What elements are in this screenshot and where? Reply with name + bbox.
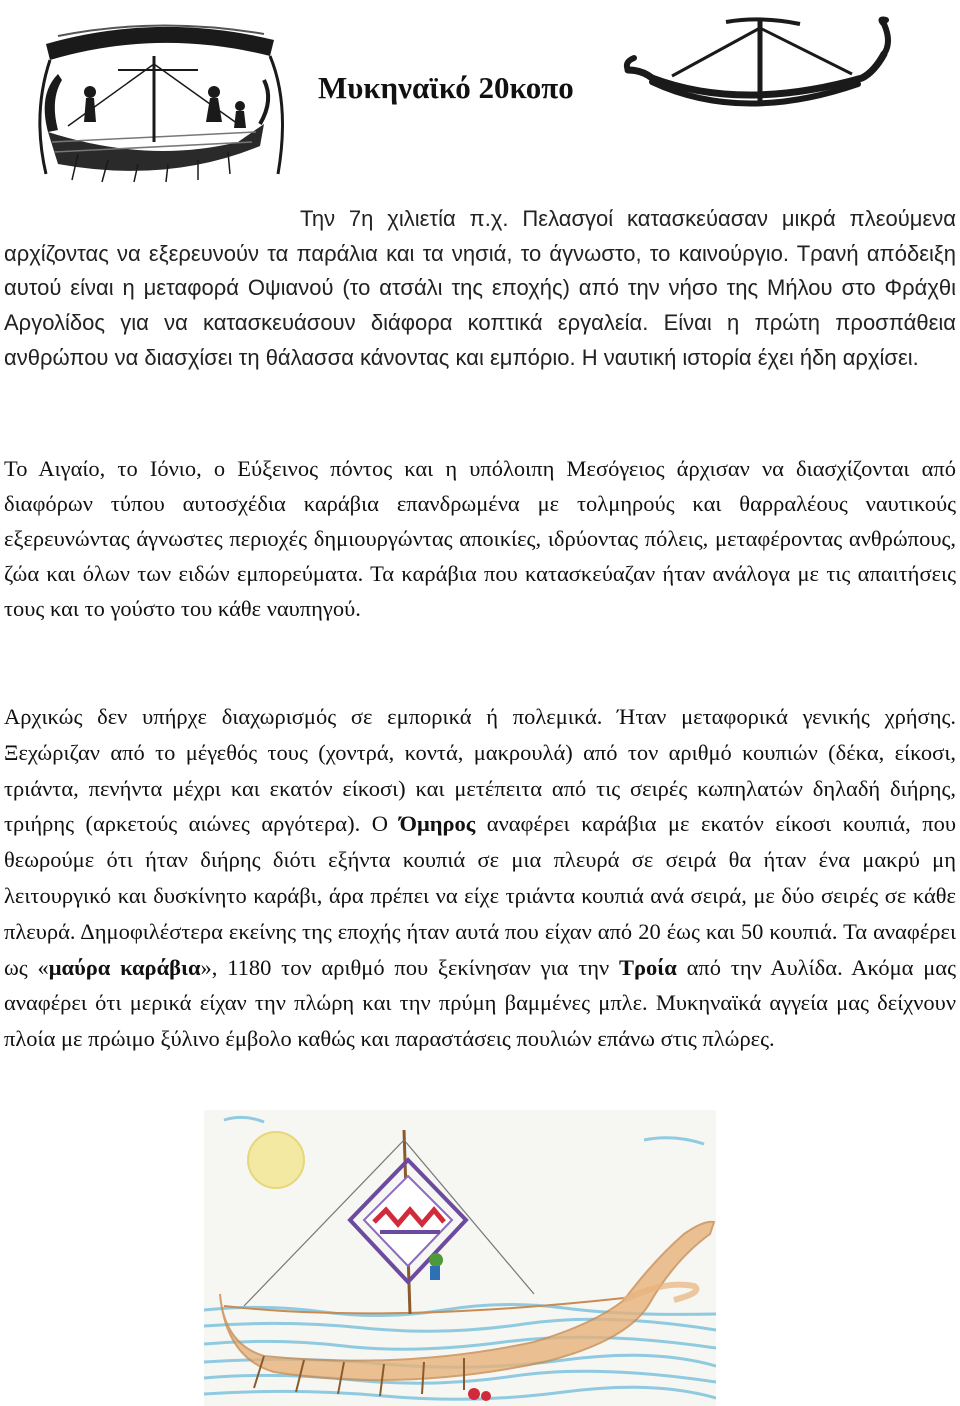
ships-text-part-3: », 1180 τον αριθμό που ξεκίνησαν για την	[200, 954, 619, 980]
aegean-paragraph: Το Αιγαίο, το Ιόνιο, ο Εύξεινος πόντος και η υπόλοιπη Μεσόγειος άρχισαν να διασχίζονται από διαφόρων τύπου αυτοσχέδια καράβια επανδρωμένα με τολμηρούς και θαρραλέους ναυτικούς εξερευνώντας άγνωστες περιοχές δημιουργώντας αποικίες, ιδρύοντας πόλεις, μεταφέροντας ανθρώπους, ζώα και όλων των ειδών εμπορεύματα. Τα καράβια που κατασκεύαζαν ήταν ανάλογα με τις απαιτήσεις τους και το γούστο του κάθε ναυπηγού.	[4, 456, 956, 621]
mycenaean-vase-illustration	[28, 14, 290, 184]
child-ship-drawing	[204, 1110, 716, 1406]
ships-text-part-2: αναφέρει καράβια με εκατόν είκοσι κουπιά, που θεωρούμε ότι ήταν διήρης διότι εξήντα κουπιά σε μια πλευρά σε σειρά θα ήταν ένα μακρύ μη λειτουργικό και δυσκίνητο καράβι, άρα πρέπει να είχε τριάντα κουπιά ανά σειρά, με δύο σειρές σε κάθε πλευρά. Δημοφιλέστερα εκείνης της εποχής ήταν αυτά που είχαν από 20 έως και 50 κουπιά. Τα αναφέρει ως «	[4, 811, 956, 980]
homer-emphasis: Όμηρος	[399, 811, 476, 837]
ships-paragraph	[4, 699, 956, 1057]
ships-text-part-1: Αρχικώς δεν υπήρχε διαχωρισμός σε εμπορικά ή πολεμικά. Ήταν μεταφορικά γενικής χρήσης. Ξεχώριζαν από το μέγεθός τους (χοντρά, κοντά, μακρουλά) από τον αριθμό κουπιών (δέκα, είκοσι, τριάντα, πενήντα μέχρι και εκατόν είκοσι) και μετέπειτα από τις σειρές κωπηλατών δηλαδή διήρης, τριήρης (αρκετούς αιώνες αργότερα). Ο	[4, 704, 956, 837]
boat-line-sketch	[622, 14, 902, 128]
ships-text-part-4: από την Αυλίδα. Ακόμα μας αναφέρει ότι μερικά είχαν την πλώρη και την πρύμη βαμμένες μπλε. Μυκηναϊκά αγγεία μας δείχνουν πλοία με πρώιμο ξύλινο έμβολο καθώς και παραστάσεις πουλιών επάνω στις πλώρες.	[4, 954, 956, 1052]
black-ships-emphasis: μαύρα καράβια	[48, 954, 201, 980]
page-title: Μυκηναϊκό 20κοπο	[318, 70, 574, 105]
troy-emphasis: Τροία	[618, 954, 677, 980]
intro-paragraph: Την 7η χιλιετία π.χ. Πελασγοί κατασκεύασαν μικρά πλεούμενα αρχίζοντας να εξερευνούν τα παράλια και τα νησιά, το άγνωστο, το καινούργιο. Τρανή απόδειξη αυτού είναι η μεταφορά Οψιανού (το ατσάλι της εποχής) από την νήσο της Μήλου στο Φράχθι Αργολίδος για να κατασκευάσουν διάφορα κοπτικά εργαλεία. Είναι η πρώτη προσπάθεια ανθρώπου να διασχίσει τη θάλασσα κάνοντας και εμπόριο. Η ναυτική ιστορία έχει ήδη αρχίσει.	[4, 206, 956, 370]
